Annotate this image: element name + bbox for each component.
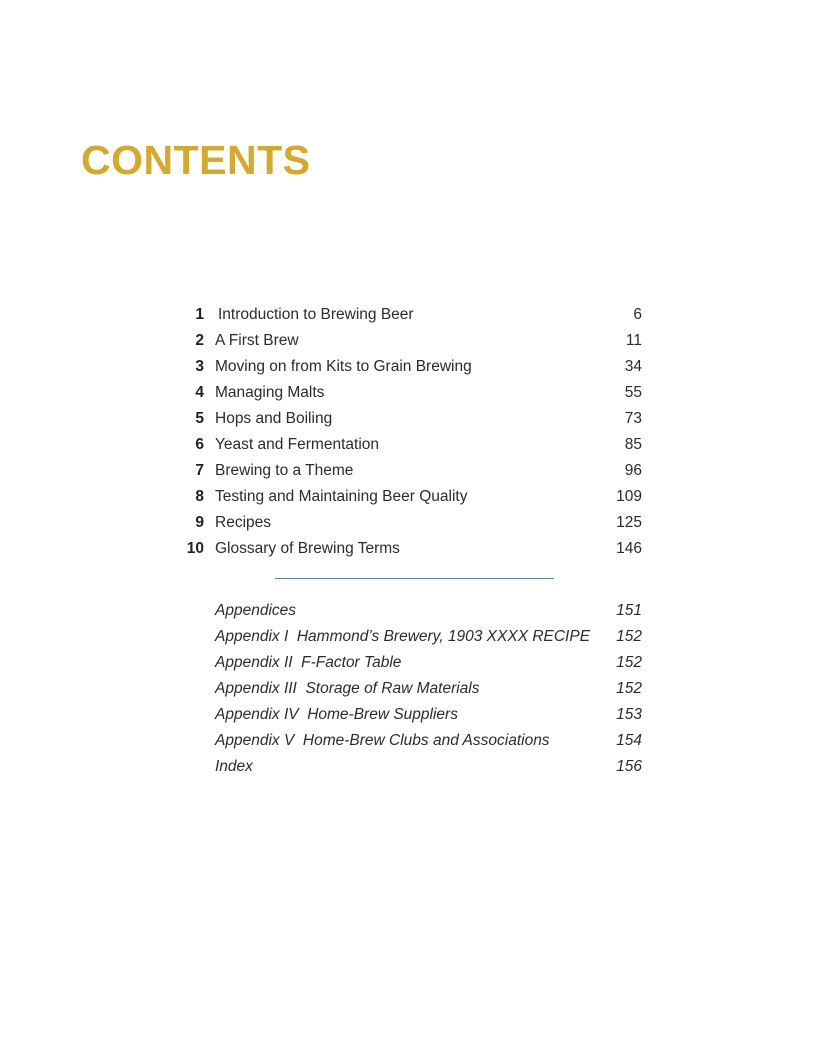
appendix-title: Appendices (215, 602, 297, 619)
chapter-page-number: 6 (633, 306, 642, 323)
toc-chapter-row[interactable] (180, 406, 642, 432)
chapter-number: 8 (195, 488, 204, 505)
toc-chapter-row[interactable] (180, 458, 642, 484)
chapter-page-number: 109 (616, 488, 642, 505)
chapter-page-number: 146 (616, 540, 642, 557)
chapter-title: Moving on from Kits to Grain Brewing (215, 358, 472, 375)
toc-chapter-row[interactable] (180, 536, 642, 562)
appendix-page-number: 152 (616, 628, 642, 645)
chapter-number: 5 (195, 410, 204, 427)
toc-chapter-row[interactable] (180, 328, 642, 354)
toc-appendix-row[interactable] (180, 650, 642, 676)
toc-appendix-row[interactable] (180, 728, 642, 754)
chapter-number: 4 (195, 384, 204, 401)
chapter-number: 3 (195, 358, 204, 375)
toc-appendix-row[interactable] (180, 702, 642, 728)
appendix-title: Appendix I Hammond’s Brewery, 1903 XXXX RECIPE (215, 628, 591, 645)
chapter-number: 1 (195, 306, 204, 323)
appendix-title: Index (215, 758, 253, 775)
chapter-title: Managing Malts (215, 384, 325, 401)
chapter-title: Introduction to Brewing Beer (218, 306, 414, 323)
toc-chapter-row[interactable] (180, 510, 642, 536)
chapter-page-number: 55 (624, 384, 642, 401)
chapter-title: Testing and Maintaining Beer Quality (215, 488, 468, 505)
appendix-title: Appendix III Storage of Raw Materials (215, 680, 480, 697)
chapter-number: 10 (186, 540, 204, 557)
chapter-title: Yeast and Fermentation (215, 436, 380, 453)
page-title: CONTENTS (81, 137, 311, 183)
toc-appendix-row[interactable] (180, 754, 642, 780)
chapter-title: Recipes (215, 514, 271, 531)
toc-appendix-row[interactable] (180, 598, 642, 624)
toc-chapter-row[interactable] (180, 380, 642, 406)
chapter-page-number: 85 (624, 436, 642, 453)
chapter-page-number: 73 (624, 410, 642, 427)
chapter-title: Brewing to a Theme (215, 462, 354, 479)
toc-chapter-row[interactable] (180, 302, 642, 328)
chapter-page-number: 34 (624, 358, 642, 375)
chapter-list (180, 302, 642, 562)
toc-chapter-row[interactable] (180, 354, 642, 380)
toc-chapter-row[interactable] (180, 484, 642, 510)
appendix-page-number: 152 (616, 680, 642, 697)
chapter-page-number: 11 (625, 332, 642, 349)
appendix-page-number: 154 (616, 732, 642, 749)
section-divider (275, 578, 554, 579)
toc-appendix-row[interactable] (180, 624, 642, 650)
chapter-page-number: 96 (624, 462, 642, 479)
toc-appendix-row[interactable] (180, 676, 642, 702)
appendix-list (180, 598, 642, 780)
appendix-page-number: 152 (616, 654, 642, 671)
appendix-title: Appendix V Home-Brew Clubs and Associations (215, 732, 550, 749)
appendix-page-number: 151 (616, 602, 642, 619)
chapter-number: 2 (195, 332, 204, 349)
toc-chapter-row[interactable] (180, 432, 642, 458)
appendix-title: Appendix IV Home-Brew Suppliers (215, 706, 458, 723)
chapter-number: 9 (195, 514, 204, 531)
chapter-number: 6 (195, 436, 204, 453)
chapter-title: Hops and Boiling (215, 410, 333, 427)
chapter-page-number: 125 (616, 514, 642, 531)
chapter-title: A First Brew (215, 332, 299, 349)
chapter-title: Glossary of Brewing Terms (215, 540, 400, 557)
appendix-page-number: 153 (616, 706, 642, 723)
appendix-title: Appendix II F-Factor Table (215, 654, 402, 671)
appendix-page-number: 156 (616, 758, 642, 775)
chapter-number: 7 (195, 462, 204, 479)
